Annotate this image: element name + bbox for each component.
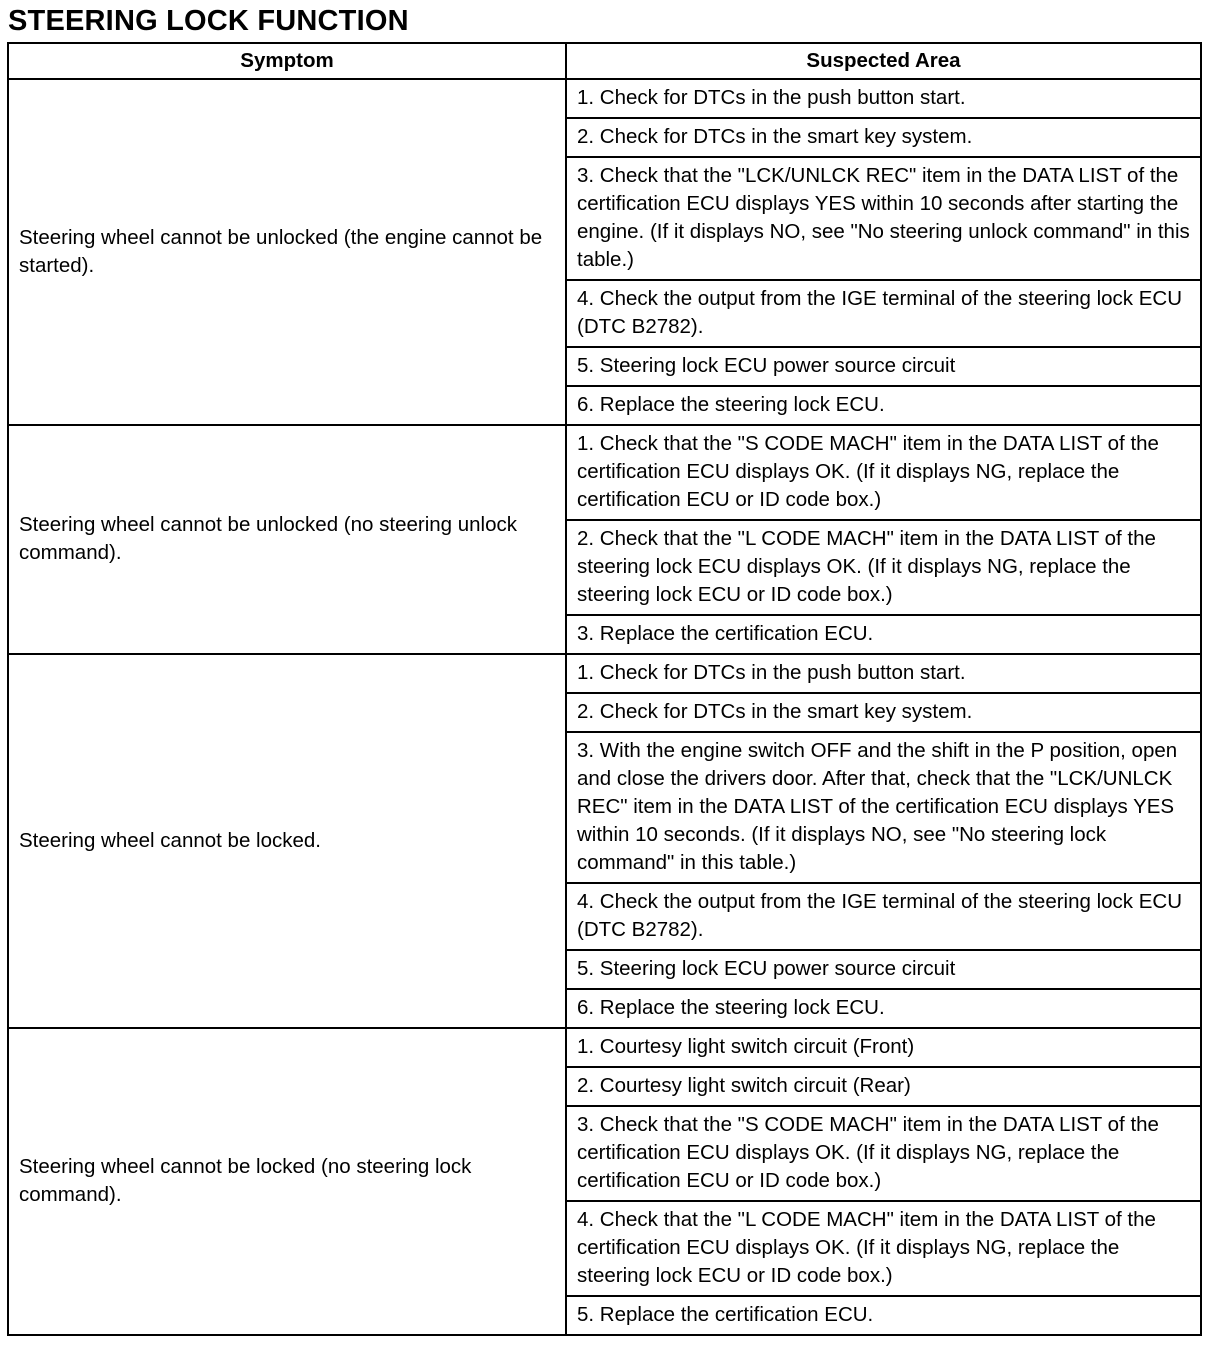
suspected-area-cell: 3. Check that the "LCK/UNLCK REC" item in the DATA LIST of the certification ECU displays YES within 10 seconds after starting the engine. (If it displays NO, see "No steering unlock command" in this table.) bbox=[566, 157, 1201, 280]
suspected-area-cell: 6. Replace the steering lock ECU. bbox=[566, 386, 1201, 425]
suspected-area-cell: 1. Courtesy light switch circuit (Front) bbox=[566, 1028, 1201, 1067]
page-title: STEERING LOCK FUNCTION bbox=[8, 5, 409, 37]
suspected-area-cell: 2. Check that the "L CODE MACH" item in the DATA LIST of the steering lock ECU displays OK. (If it displays NG, replace the steering lock ECU or ID code box.) bbox=[566, 520, 1201, 615]
suspected-area-cell: 2. Check for DTCs in the smart key system. bbox=[566, 693, 1201, 732]
header-suspected-area: Suspected Area bbox=[566, 43, 1201, 79]
table-row bbox=[8, 79, 1201, 118]
symptom-cell: Steering wheel cannot be unlocked (no steering unlock command). bbox=[8, 425, 566, 654]
suspected-area-cell: 4. Check the output from the IGE terminal of the steering lock ECU (DTC B2782). bbox=[566, 883, 1201, 950]
suspected-area-cell: 4. Check the output from the IGE terminal of the steering lock ECU (DTC B2782). bbox=[566, 280, 1201, 347]
table-row bbox=[8, 1028, 1201, 1067]
symptom-cell: Steering wheel cannot be unlocked (the engine cannot be started). bbox=[8, 79, 566, 425]
suspected-area-cell: 3. Replace the certification ECU. bbox=[566, 615, 1201, 654]
symptom-cell: Steering wheel cannot be locked. bbox=[8, 654, 566, 1028]
suspected-area-cell: 5. Replace the certification ECU. bbox=[566, 1296, 1201, 1335]
table-row bbox=[8, 654, 1201, 693]
symptom-cell: Steering wheel cannot be locked (no steering lock command). bbox=[8, 1028, 566, 1335]
suspected-area-cell: 2. Check for DTCs in the smart key system. bbox=[566, 118, 1201, 157]
suspected-area-cell: 5. Steering lock ECU power source circuit bbox=[566, 347, 1201, 386]
suspected-area-cell: 2. Courtesy light switch circuit (Rear) bbox=[566, 1067, 1201, 1106]
suspected-area-cell: 3. With the engine switch OFF and the shift in the P position, open and close the drivers door. After that, check that the "LCK/UNLCK REC" item in the DATA LIST of the certification ECU displays YES within 10 seconds. (If it displays NO, see "No steering lock command" in this table.) bbox=[566, 732, 1201, 883]
suspected-area-cell: 6. Replace the steering lock ECU. bbox=[566, 989, 1201, 1028]
table-row bbox=[8, 425, 1201, 520]
suspected-area-cell: 1. Check for DTCs in the push button start. bbox=[566, 654, 1201, 693]
suspected-area-cell: 5. Steering lock ECU power source circuit bbox=[566, 950, 1201, 989]
table-header-row bbox=[8, 43, 1201, 79]
suspected-area-cell: 4. Check that the "L CODE MACH" item in the DATA LIST of the certification ECU displays OK. (If it displays NG, replace the steering lock ECU or ID code box.) bbox=[566, 1201, 1201, 1296]
header-symptom: Symptom bbox=[8, 43, 566, 79]
suspected-area-cell: 1. Check for DTCs in the push button start. bbox=[566, 79, 1201, 118]
suspected-area-cell: 1. Check that the "S CODE MACH" item in the DATA LIST of the certification ECU displays OK. (If it displays NG, replace the certification ECU or ID code box.) bbox=[566, 425, 1201, 520]
symptom-table bbox=[7, 42, 1202, 1336]
suspected-area-cell: 3. Check that the "S CODE MACH" item in the DATA LIST of the certification ECU displays OK. (If it displays NG, replace the certification ECU or ID code box.) bbox=[566, 1106, 1201, 1201]
